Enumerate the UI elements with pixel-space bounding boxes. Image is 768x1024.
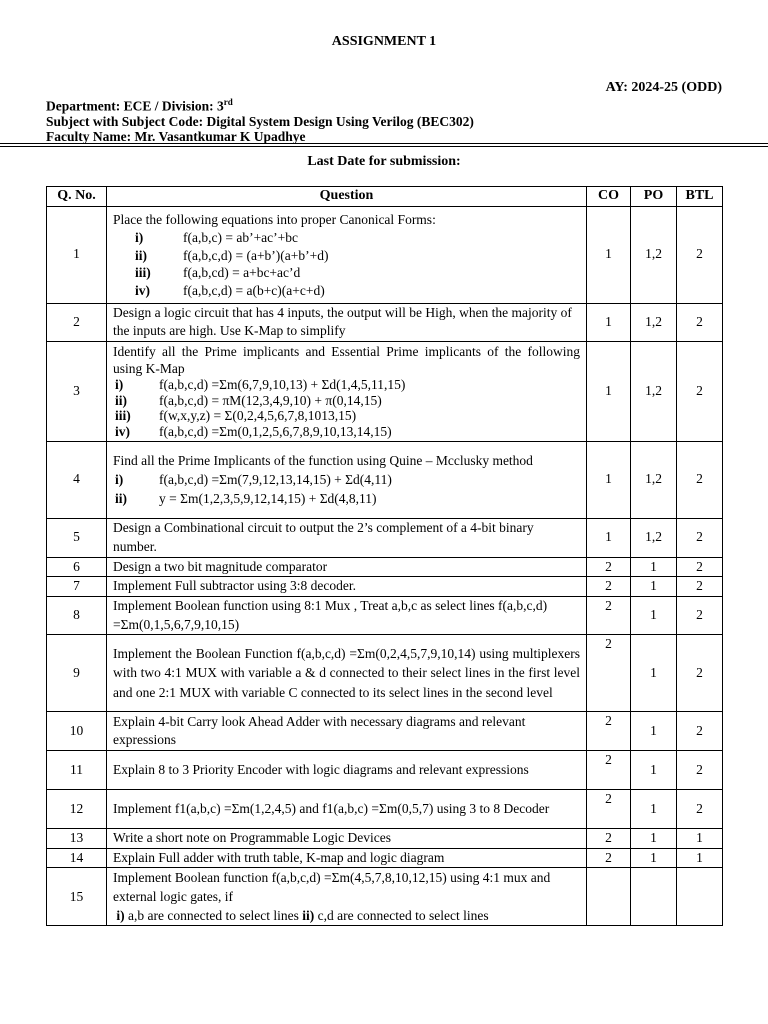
header-meta	[46, 95, 474, 144]
table-row	[47, 303, 723, 341]
btl-cell: 2	[677, 712, 723, 751]
question-cell: Implement Full subtractor using 3:8 decoder.	[107, 577, 587, 597]
question-cell: Explain 4-bit Carry look Ahead Adder with necessary diagrams and relevant expressions	[107, 712, 587, 751]
table-row	[47, 596, 723, 634]
sub-part-num: ii)	[135, 247, 147, 263]
department-text: Department: ECE / Division: 3	[46, 98, 224, 114]
co-cell: 2	[587, 751, 631, 790]
po-cell: 1	[631, 557, 677, 577]
sub-part	[113, 377, 580, 393]
btl-cell: 2	[677, 341, 723, 441]
btl-cell: 2	[677, 557, 723, 577]
table-row	[47, 577, 723, 597]
qno-cell: 15	[47, 868, 107, 926]
sub-part-text: f(a,b,cd) = a+bc+ac’d	[183, 265, 301, 281]
sub-part-text: f(a,b,c,d) = πM(12,3,4,9,10) + π(0,14,15)	[159, 392, 382, 408]
sub-part-num: iv)	[115, 423, 130, 439]
question-cell: Implement f1(a,b,c) =Σm(1,2,4,5) and f1(a,b,c) =Σm(0,5,7) using 3 to 8 Decoder	[107, 790, 587, 829]
sub-part-num: ii)	[115, 491, 127, 507]
po-cell: 1	[631, 829, 677, 849]
question-cell: Write a short note on Programmable Logic Devices	[107, 829, 587, 849]
table-row	[47, 829, 723, 849]
sub-part	[113, 393, 580, 409]
table-row	[47, 635, 723, 712]
sub-part-text: f(a,b,c,d) = (a+b’)(a+b’+d)	[183, 247, 329, 263]
sub-part-num: iii)	[135, 265, 151, 281]
question-cell	[107, 206, 587, 303]
question-cell: Explain Full adder with truth table, K-map and logic diagram	[107, 848, 587, 868]
sub-part-num: i)	[135, 229, 144, 245]
co-cell: 2	[587, 712, 631, 751]
btl-cell: 1	[677, 829, 723, 849]
sub-part	[113, 470, 580, 489]
table-header-row	[47, 187, 723, 207]
qno-cell: 14	[47, 848, 107, 868]
assignment-title: ASSIGNMENT 1	[331, 34, 437, 49]
question-cell: Implement Boolean function using 8:1 Mux , Treat a,b,c as select lines f(a,b,c,d) =Σm(0,1,5,6,7,9,10,15)	[107, 596, 587, 634]
qno-cell: 1	[47, 206, 107, 303]
academic-year: AY: 2024-25 (ODD)	[605, 80, 722, 95]
question-text: Identify all the Prime implicants and Essential Prime implicants of the following using K-Map	[113, 344, 580, 377]
table-row	[47, 518, 723, 557]
sub-part-num: ii)	[115, 392, 127, 408]
sub-part-num: i)	[115, 377, 124, 393]
po-cell: 1	[631, 848, 677, 868]
option-num: ii)	[302, 908, 315, 924]
question-cell	[107, 868, 587, 926]
header-co: CO	[587, 187, 631, 207]
sub-part-text: f(a,b,c,d) =Σm(7,9,12,13,14,15) + Σd(4,11)	[159, 472, 392, 488]
table-row	[47, 712, 723, 751]
qno-cell: 7	[47, 577, 107, 597]
qno-cell: 6	[47, 557, 107, 577]
po-cell: 1	[631, 790, 677, 829]
sub-part	[113, 229, 580, 247]
sub-part	[113, 408, 580, 424]
co-cell: 1	[587, 441, 631, 518]
question-cell: Design a two bit magnitude comparator	[107, 557, 587, 577]
sub-part	[113, 247, 580, 265]
table-row	[47, 206, 723, 303]
sub-part-num: iv)	[135, 282, 150, 298]
question-text: Place the following equations into proper Canonical Forms:	[113, 211, 436, 227]
po-cell: 1	[631, 751, 677, 790]
co-cell: 1	[587, 206, 631, 303]
header-po: PO	[631, 187, 677, 207]
sub-part	[113, 489, 580, 508]
q15-options	[113, 906, 580, 925]
btl-cell: 1	[677, 848, 723, 868]
qno-cell: 13	[47, 829, 107, 849]
question-cell: Explain 8 to 3 Priority Encoder with logic diagrams and relevant expressions	[107, 751, 587, 790]
sub-part-num: iii)	[115, 408, 131, 424]
co-cell: 2	[587, 848, 631, 868]
po-cell: 1,2	[631, 303, 677, 341]
co-cell: 2	[587, 829, 631, 849]
sub-part-text: f(a,b,c,d) = a(b+c)(a+c+d)	[183, 282, 325, 298]
po-cell: 1,2	[631, 518, 677, 557]
department-line	[46, 95, 474, 114]
po-cell: 1	[631, 635, 677, 712]
po-cell: 1,2	[631, 206, 677, 303]
question-cell: Design a Combinational circuit to output the 2’s complement of a 4-bit binary number.	[107, 518, 587, 557]
btl-cell: 2	[677, 751, 723, 790]
po-cell: 1	[631, 577, 677, 597]
faculty-line: Faculty Name: Mr. Vasantkumar K Upadhye	[46, 128, 306, 144]
co-cell: 2	[587, 557, 631, 577]
co-cell: 2	[587, 596, 631, 634]
qno-cell: 12	[47, 790, 107, 829]
co-cell	[587, 868, 631, 926]
btl-cell: 2	[677, 596, 723, 634]
table-row	[47, 848, 723, 868]
sub-part-text: f(a,b,c,d) =Σm(0,1,2,5,6,7,8,9,10,13,14,15)	[159, 423, 392, 439]
sub-part	[113, 424, 580, 440]
sub-part	[113, 264, 580, 282]
co-cell: 1	[587, 518, 631, 557]
qno-cell: 9	[47, 635, 107, 712]
question-cell	[107, 341, 587, 441]
co-cell: 1	[587, 303, 631, 341]
btl-cell	[677, 868, 723, 926]
co-cell: 2	[587, 790, 631, 829]
po-cell: 1,2	[631, 441, 677, 518]
qno-cell: 2	[47, 303, 107, 341]
subject-line: Subject with Subject Code: Digital System Design Using Verilog (BEC302)	[46, 113, 474, 129]
option-text: a,b are connected to select lines	[128, 908, 299, 924]
qno-cell: 3	[47, 341, 107, 441]
header-rule-top	[0, 143, 768, 144]
table-row	[47, 441, 723, 518]
question-cell: Design a logic circuit that has 4 inputs, the output will be High, when the majority of the inputs are high. Use K-Map to simplify	[107, 303, 587, 341]
sub-part	[113, 282, 580, 300]
btl-cell: 2	[677, 206, 723, 303]
qno-cell: 5	[47, 518, 107, 557]
question-cell	[107, 441, 587, 518]
sub-part-text: f(w,x,y,z) = Σ(0,2,4,5,6,7,8,1013,15)	[159, 408, 357, 424]
question-cell: Implement the Boolean Function f(a,b,c,d) =Σm(0,2,4,5,7,9,10,14) using multiplexers with two 4:1 MUX with variable a & d connected to their select lines in the first level and one 2:1 MUX with variable C connected to its select lines in the second level	[107, 635, 587, 712]
sub-part-text: f(a,b,c) = ab’+ac’+bc	[183, 229, 299, 245]
co-cell: 1	[587, 341, 631, 441]
btl-cell: 2	[677, 518, 723, 557]
qno-cell: 8	[47, 596, 107, 634]
last-date-label: Last Date for submission:	[307, 154, 461, 169]
btl-cell: 2	[677, 441, 723, 518]
table-row	[47, 751, 723, 790]
sub-part-text: f(a,b,c,d) =Σm(6,7,9,10,13) + Σd(1,4,5,11,15)	[159, 377, 406, 393]
co-cell: 2	[587, 635, 631, 712]
department-sup: rd	[223, 97, 233, 107]
po-cell: 1,2	[631, 341, 677, 441]
option-num: i)	[116, 908, 125, 924]
qno-cell: 10	[47, 712, 107, 751]
table-row	[47, 868, 723, 926]
question-text: Implement Boolean function f(a,b,c,d) =Σm(4,5,7,8,10,12,15) using 4:1 mux and external logic gates, if	[113, 870, 551, 905]
btl-cell: 2	[677, 303, 723, 341]
assignment-table	[46, 186, 723, 926]
sub-part-text: y = Σm(1,2,3,5,9,12,14,15) + Σd(4,8,11)	[159, 491, 377, 507]
header-qno: Q. No.	[47, 187, 107, 207]
btl-cell: 2	[677, 577, 723, 597]
po-cell	[631, 868, 677, 926]
co-cell: 2	[587, 577, 631, 597]
btl-cell: 2	[677, 790, 723, 829]
btl-cell: 2	[677, 635, 723, 712]
po-cell: 1	[631, 712, 677, 751]
sub-part-num: i)	[115, 472, 124, 488]
qno-cell: 4	[47, 441, 107, 518]
table-row	[47, 557, 723, 577]
header-rule-bottom	[0, 146, 768, 147]
po-cell: 1	[631, 596, 677, 634]
header-btl: BTL	[677, 187, 723, 207]
qno-cell: 11	[47, 751, 107, 790]
table-row	[47, 341, 723, 441]
table-row	[47, 790, 723, 829]
header-question: Question	[107, 187, 587, 207]
option-text: c,d are connected to select lines	[317, 908, 489, 924]
question-text: Find all the Prime Implicants of the function using Quine – Mcclusky method	[113, 453, 533, 469]
